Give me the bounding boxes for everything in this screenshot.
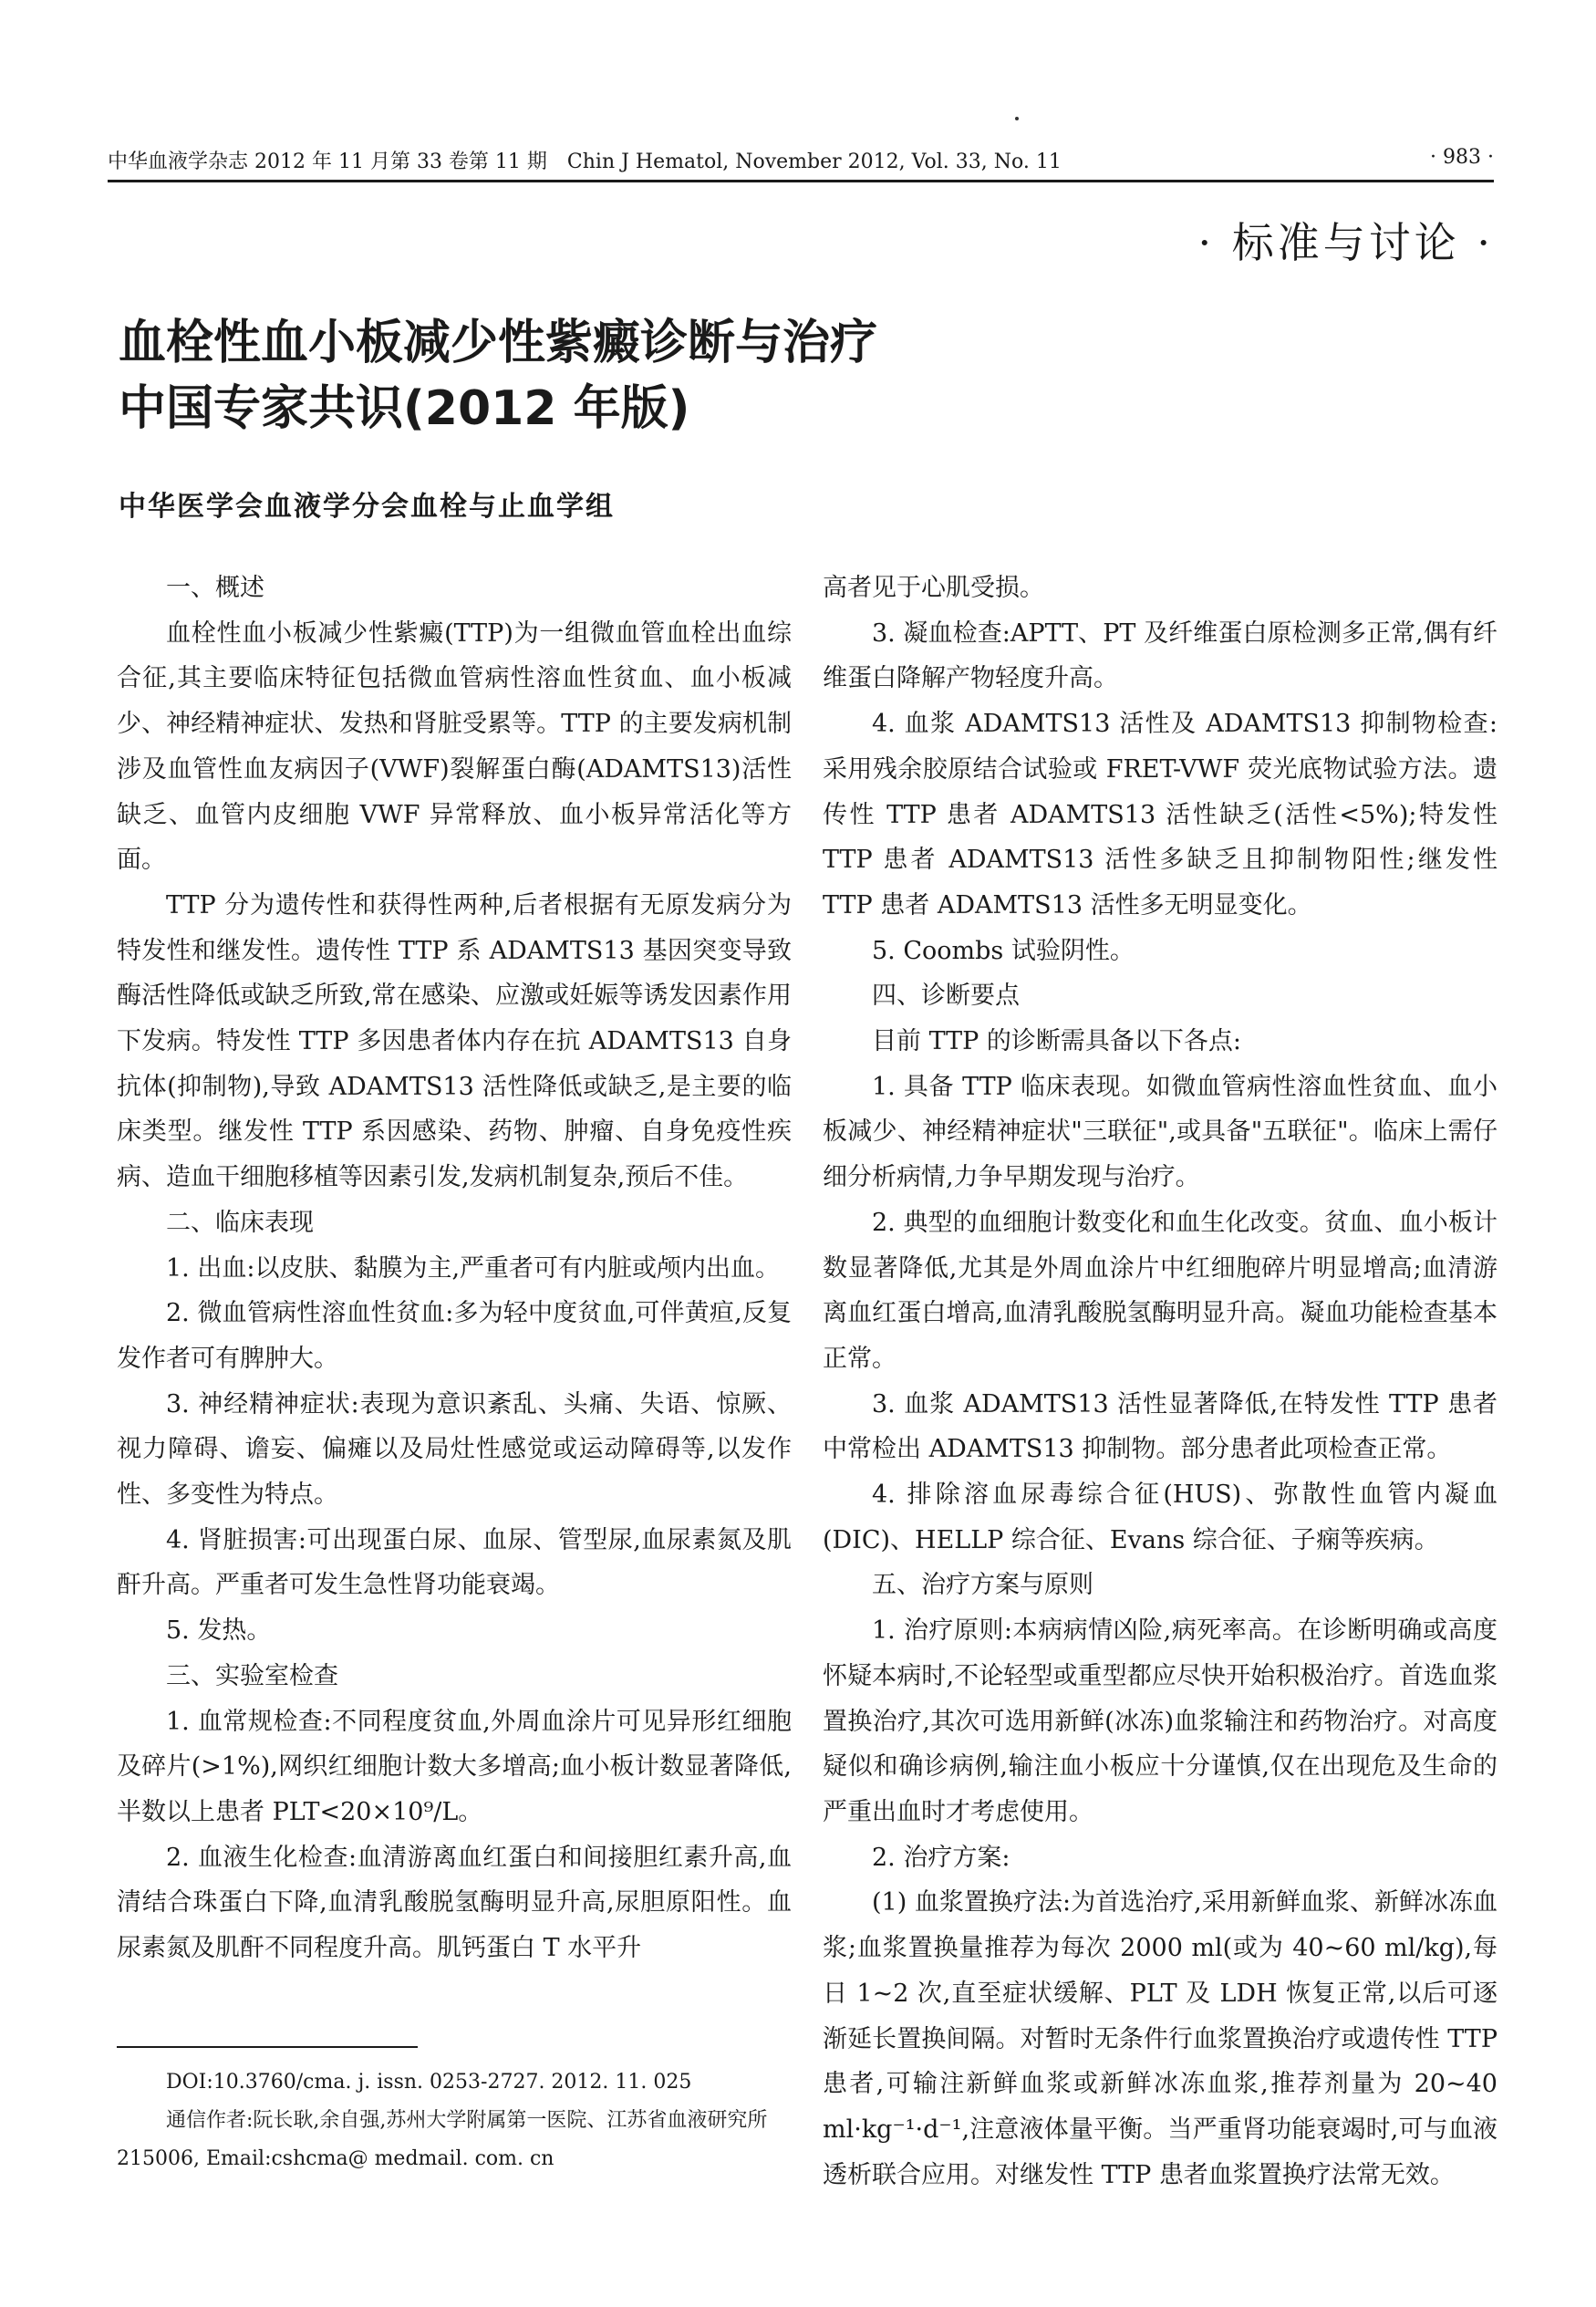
paragraph: 5. Coombs 试验阴性。 [872, 936, 1135, 965]
article-title [119, 310, 1031, 442]
running-header [108, 146, 1494, 182]
correspondence-line: 通信作者:阮长耿,余自强,苏州大学附属第一医院、江苏省血液研究所 215006, Email:cshcma@ medmail. com. cn [117, 2109, 788, 2170]
paragraph: 2. 血液生化检查:血清游离血红蛋白和间接胆红素升高,血清结合珠蛋白下降,血清乳酸脱氢酶明显升高,尿胆原阳性。血尿素氮及肌酐不同程度升高。肌钙蛋白 T 水平升 [117, 1843, 792, 1963]
paragraph: 3. 凝血检查:APTT、PT 及纤维蛋白原检测多正常,偶有纤维蛋白降解产物轻度升高。 [823, 618, 1498, 693]
paragraph: 3. 神经精神症状:表现为意识紊乱、头痛、失语、惊厥、视力障碍、谵妄、偏瘫以及局灶性感觉或运动障碍等,以发作性、多变性为特点。 [117, 1389, 792, 1510]
heading-clinical: 二、临床表现 [166, 1208, 314, 1237]
paragraph: 4. 排除溶血尿毒综合征(HUS)、弥散性血管内凝血(DIC)、HELLP 综合征、Evans 综合征、子痫等疾病。 [823, 1481, 1498, 1554]
heading-overview: 一、概述 [166, 574, 264, 602]
title-line-1: 血栓性血小板减少性紫癜诊断与治疗 [119, 316, 878, 370]
heading-lab: 三、实验室检查 [166, 1661, 338, 1690]
right-column [823, 566, 1498, 2198]
doi-line: DOI:10.3760/cma. j. issn. 0253-2727. 2012. 11. 025 [166, 2071, 692, 2094]
paragraph: 1. 血常规检查:不同程度贫血,外周血涂片可见异形红细胞及碎片(>1%),网织红细胞计数大多增高;血小板计数显著降低,半数以上患者 PLT<20×10⁹/L。 [117, 1707, 792, 1826]
paragraph: 血栓性血小板减少性紫癜(TTP)为一组微血管血栓出血综合征,其主要临床特征包括微血管病性溶血性贫血、血小板减少、神经精神症状、发热和肾脏受累等。TTP 的主要发病机制涉及血管性血友病因子(VWF)裂解蛋白酶(ADAMTS13)活性缺乏、血管内皮细胞 VWF 异常释放、血小板异常活化等方面。 [117, 618, 792, 875]
paragraph: 1. 具备 TTP 临床表现。如微血管病性溶血性贫血、血小板减少、神经精神症状"三联征",或具备"五联征"。临床上需仔细分析病情,力争早期发现与治疗。 [823, 1072, 1498, 1192]
paragraph: 3. 血浆 ADAMTS13 活性显著降低,在特发性 TTP 患者中常检出 ADAMTS13 抑制物。部分患者此项检查正常。 [823, 1389, 1498, 1464]
heading-diagnosis: 四、诊断要点 [872, 982, 1020, 1011]
paragraph: 5. 发热。 [166, 1616, 272, 1646]
author-group: 中华医学会血液学分会血栓与止血学组 [119, 491, 615, 523]
paragraph-continued: 高者见于心肌受损。 [823, 574, 1044, 602]
heading-treatment: 五、治疗方案与原则 [872, 1571, 1093, 1600]
paragraph: 1. 出血:以皮肤、黏膜为主,严重者可有内脏或颅内出血。 [166, 1253, 781, 1283]
footnote-rule [117, 2046, 418, 2048]
paragraph: 1. 治疗原则:本病病情凶险,病死率高。在诊断明确或高度怀疑本病时,不论轻型或重型都应尽快开始积极治疗。首选血浆置换治疗,其次可选用新鲜(冰冻)血浆输注和药物治疗。对高度疑似和确诊病例,输注血小板应十分谨慎,仅在出现危及生命的严重出血时才考虑使用。 [823, 1616, 1498, 1826]
paragraph: TTP 分为遗传性和获得性两种,后者根据有无原发病分为特发性和继发性。遗传性 TTP 系 ADAMTS13 基因突变导致酶活性降低或缺乏所致,常在感染、应激或妊娠等诱发因素作用下发病。特发性 TTP 多因患者体内存在抗 ADAMTS13 自身抗体(抑制物),导致 ADAMTS13 活性降低或缺乏,是主要的临床类型。继发性 TTP 系因感染、药物、肿瘤、自身免疫性疾病、造血干细胞移植等因素引发,发病机制复杂,预后不佳。 [117, 890, 792, 1192]
journal-citation: 中华血液学杂志 2012 年 11 月第 33 卷第 11 期 Chin J Hematol, November 2012, Vol. 33, No. 11 [108, 151, 1062, 173]
title-line-2: 中国专家共识(2012 年版) [119, 381, 690, 436]
paragraph: 2. 典型的血细胞计数变化和血生化改变。贫血、血小板计数显著降低,尤其是外周血涂片中红细胞碎片明显增高;血清游离血红蛋白增高,血清乳酸脱氢酶明显升高。凝血功能检查基本正常。 [823, 1208, 1498, 1373]
left-column [117, 566, 792, 1971]
paragraph: 4. 肾脏损害:可出现蛋白尿、血尿、管型尿,血尿素氮及肌酐升高。严重者可发生急性肾功能衰竭。 [117, 1525, 792, 1600]
paragraph: (1) 血浆置换疗法:为首选治疗,采用新鲜血浆、新鲜冰冻血浆;血浆置换量推荐为每次 2000 ml(或为 40~60 ml/kg),每日 1~2 次,直至症状缓解、PLT 及 LDH 恢复正常,以后可逐渐延长置换间隔。对暂时无条件行血浆置换治疗或遗传性 TTP 患者,可输注新鲜血浆或新鲜冰冻血浆,推荐剂量为 20~40 ml·kg⁻¹·d⁻¹,注意液体量平衡。当严重肾功能衰竭时,可与血液透析联合应用。对继发性 TTP 患者血浆置换疗法常无效。 [823, 1888, 1498, 2189]
paragraph: 目前 TTP 的诊断需具备以下各点: [872, 1027, 1241, 1056]
paragraph: 2. 微血管病性溶血性贫血:多为轻中度贫血,可伴黄疸,反复发作者可有脾肿大。 [117, 1299, 792, 1373]
section-tag: · 标准与讨论 · [1197, 218, 1494, 267]
footnotes [117, 2063, 792, 2178]
paragraph: 2. 治疗方案: [872, 1843, 1010, 1872]
paragraph: 4. 血浆 ADAMTS13 活性及 ADAMTS13 抑制物检查:采用残余胶原结合试验或 FRET-VWF 荧光底物试验方法。遗传性 TTP 患者 ADAMTS13 活性缺乏(活性<5%);特发性 TTP 患者 ADAMTS13 活性多缺乏且抑制物阳性;继发性 TTP 患者 ADAMTS13 活性多无明显变化。 [823, 710, 1498, 920]
page-number: · 983 · [1430, 146, 1494, 169]
print-speck [1015, 117, 1019, 120]
